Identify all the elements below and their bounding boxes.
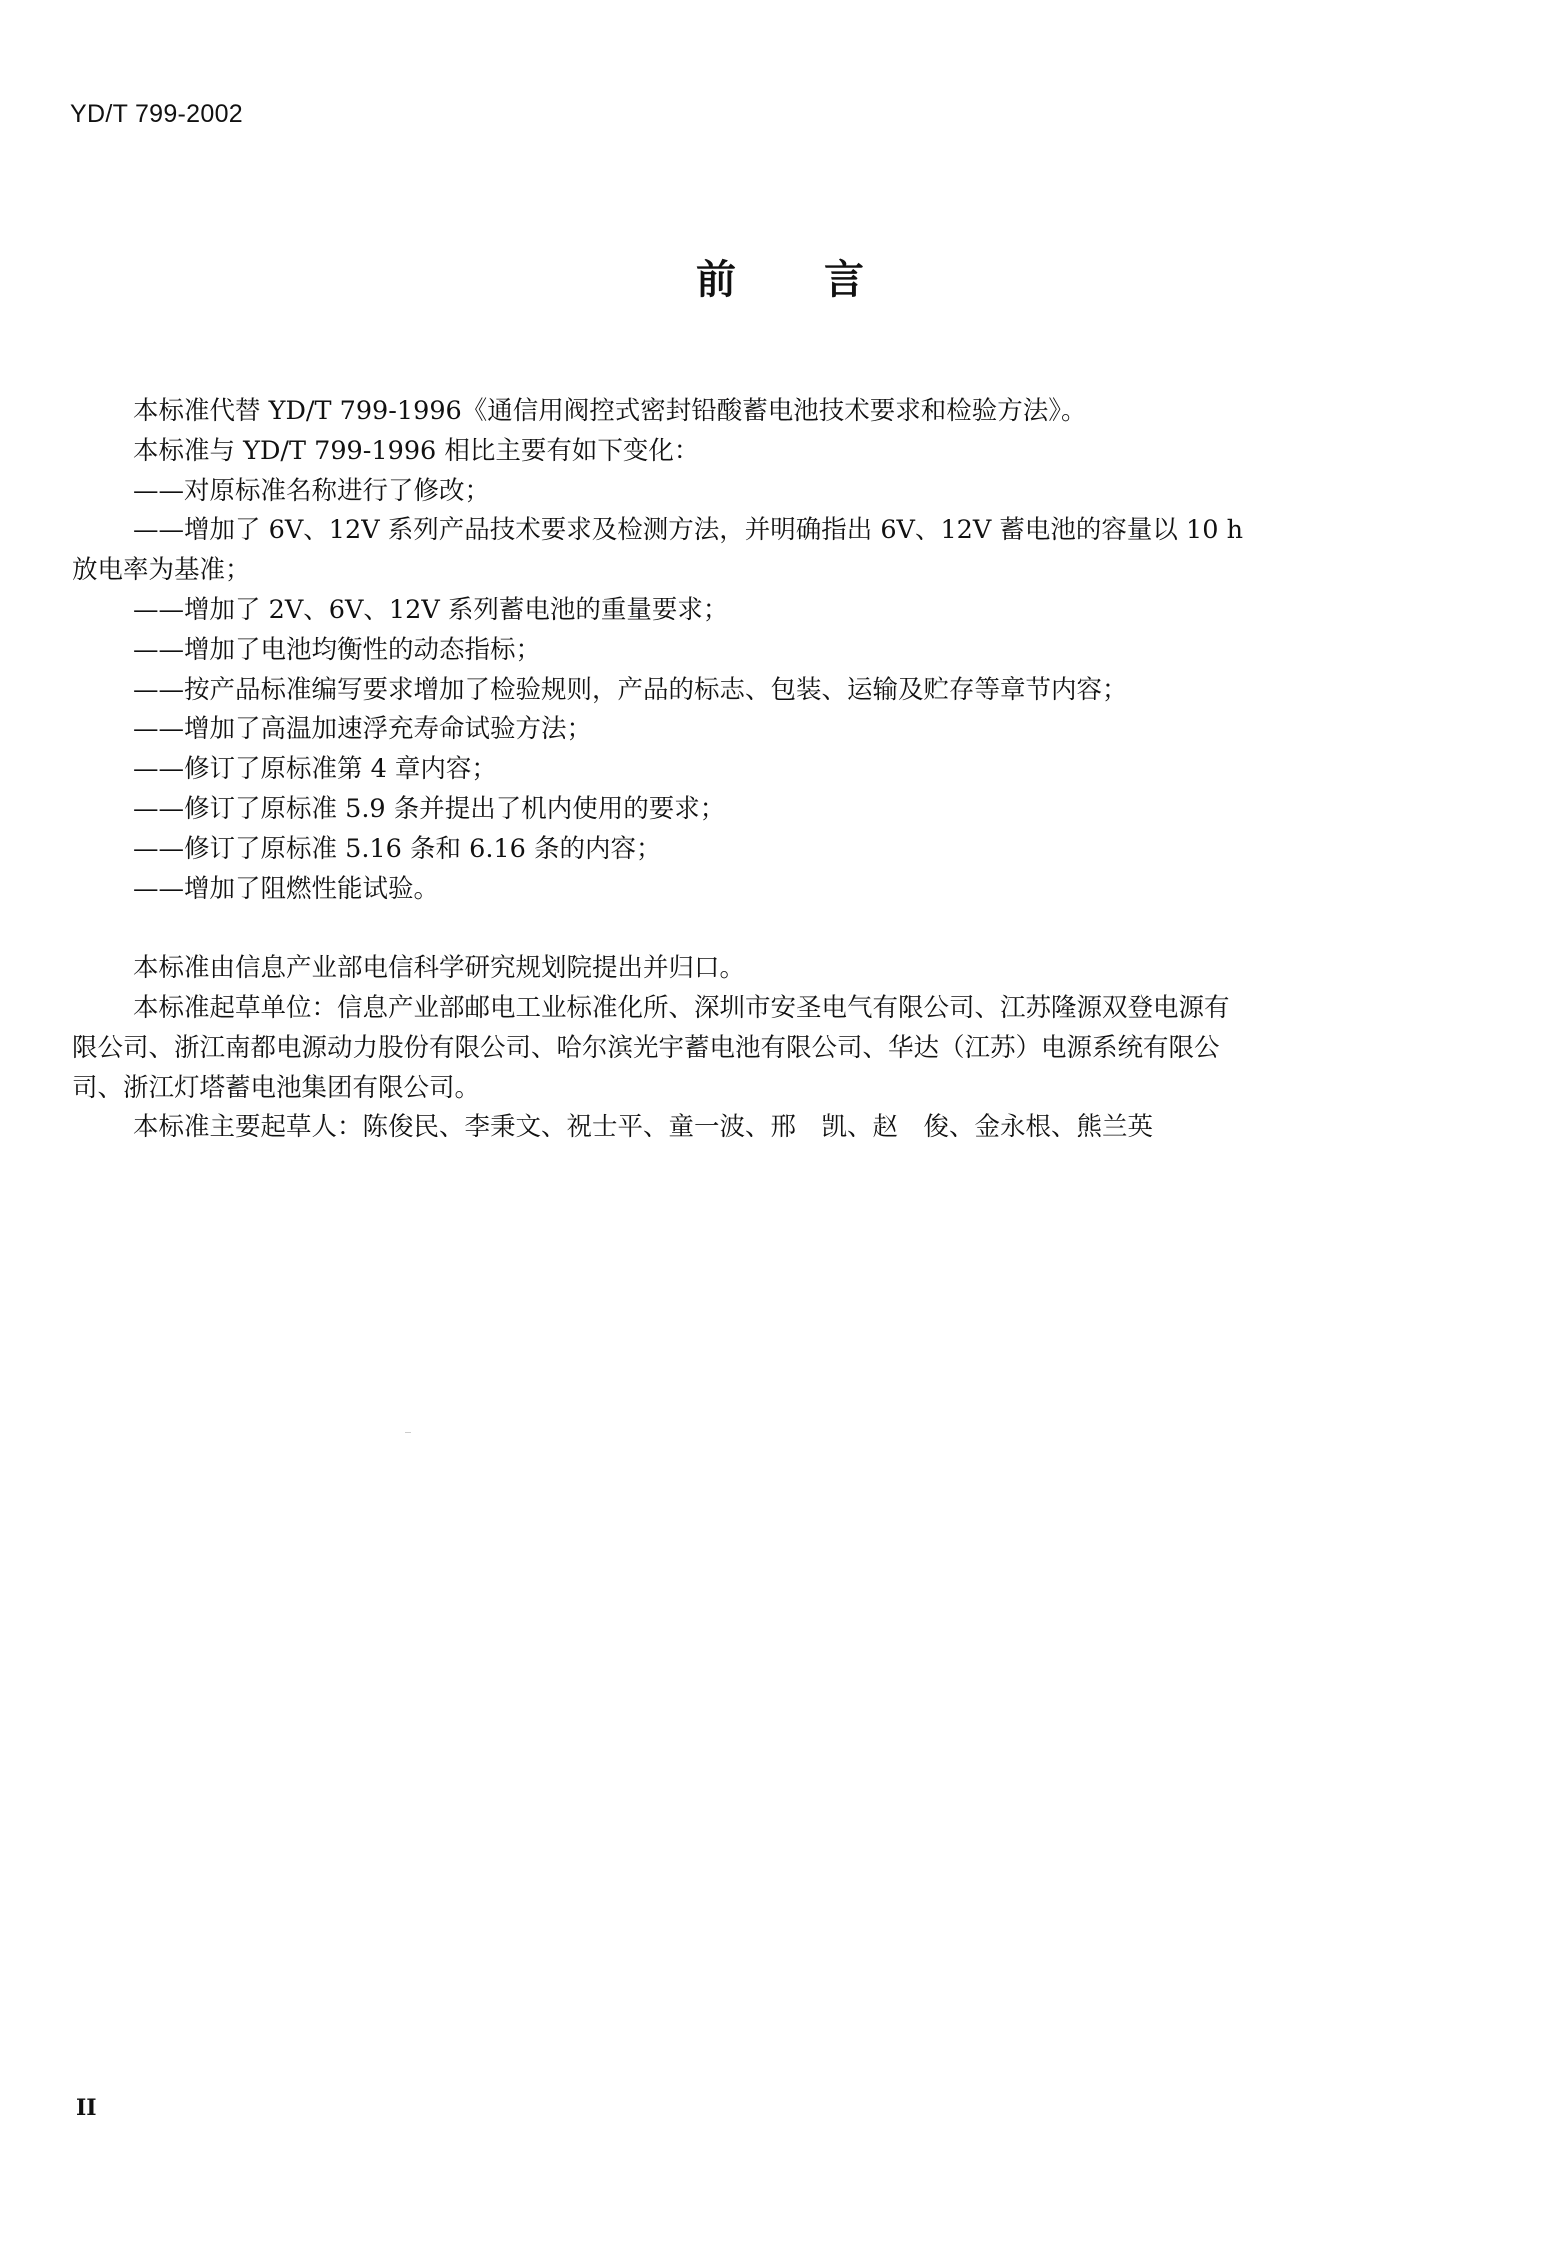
change-item: ——按产品标准编写要求增加了检验规则，产品的标志、包装、运输及贮存等章节内容； xyxy=(133,674,1128,705)
replacement-statement: 本标准代替 YD/T 799-1996《通信用阀控式密封铅酸蓄电池技术要求和检验方法》。 xyxy=(133,396,1087,426)
change-item-continuation: 放电率为基准； xyxy=(72,555,251,586)
drafting-units-line-2: 限公司、浙江南都电源动力股份有限公司、哈尔滨光宇蓄电池有限公司、华达（江苏）电源系统有限公 xyxy=(72,1032,1220,1063)
document-id-header: YD/T 799-2002 xyxy=(70,100,243,128)
main-drafters: 本标准主要起草人：陈俊民、李秉文、祝士平、童一波、邢 凯、赵 俊、金永根、熊兰英 xyxy=(133,1112,1154,1143)
change-item: ——增加了高温加速浮充寿命试验方法； xyxy=(133,714,593,745)
change-item: ——修订了原标准第 4 章内容； xyxy=(133,754,497,785)
page-title xyxy=(0,248,1560,305)
changes-lead: 本标准与 YD/T 799-1996 相比主要有如下变化： xyxy=(133,435,700,466)
foreword-body xyxy=(72,392,1472,1148)
change-item: ——增加了 2V、6V、12V 系列蓄电池的重量要求； xyxy=(133,594,729,625)
change-item: ——增加了电池均衡性的动态指标； xyxy=(133,634,542,665)
change-item: ——修订了原标准 5.16 条和 6.16 条的内容； xyxy=(133,833,662,864)
page-title-char-1: 前 xyxy=(696,257,736,303)
change-item: ——增加了阻燃性能试验。 xyxy=(133,873,440,904)
page-number: II xyxy=(76,2095,97,2121)
scan-artifact xyxy=(405,1432,411,1433)
drafting-units-line-3: 司、浙江灯塔蓄电池集团有限公司。 xyxy=(72,1072,481,1103)
proposed-by-statement: 本标准由信息产业部电信科学研究规划院提出并归口。 xyxy=(133,953,746,984)
paragraph-spacer xyxy=(72,909,1472,949)
page-title-char-2: 言 xyxy=(824,257,864,303)
change-item: ——对原标准名称进行了修改； xyxy=(133,475,491,506)
change-item: ——修订了原标准 5.9 条并提出了机内使用的要求； xyxy=(133,793,726,824)
drafting-units-line-1: 本标准起草单位：信息产业部邮电工业标准化所、深圳市安圣电气有限公司、江苏隆源双登电源有 xyxy=(133,992,1230,1023)
change-item: ——增加了 6V、12V 系列产品技术要求及检测方法，并明确指出 6V、12V 蓄电池的容量以 10 h xyxy=(133,515,1244,546)
